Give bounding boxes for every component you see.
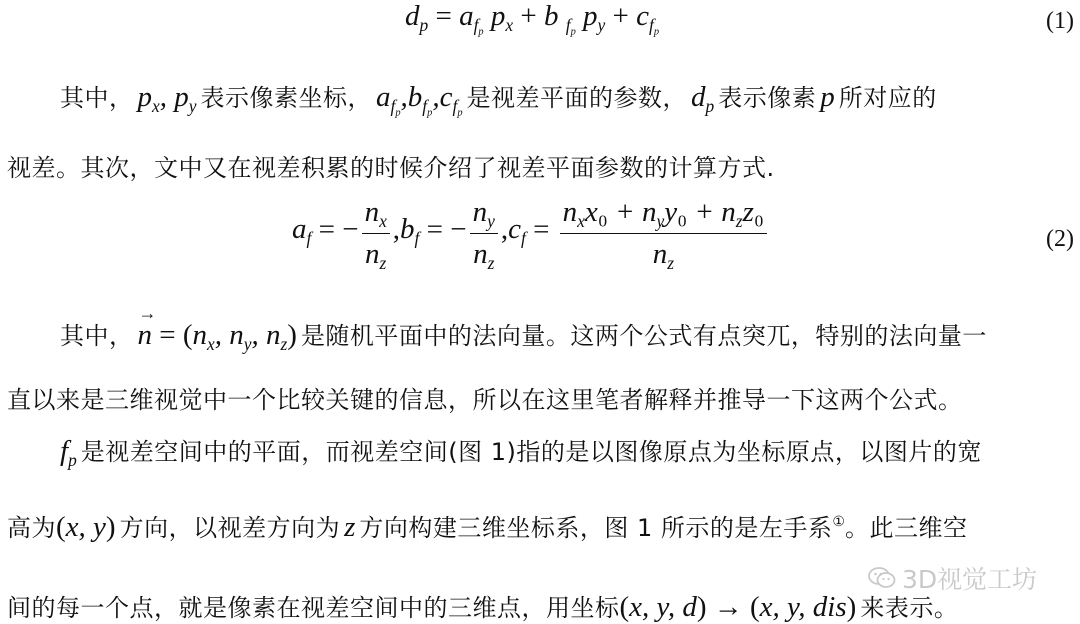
para3-line3-b: 来表示。 (860, 594, 959, 622)
equation-2: $a_f$ = − $\frac{n_x}{n_z}$ $,b_f$ = − $\frac{n_y}{n_z}$ $,c_f$ = $\frac{n_xx_0 + n_yy_0 + n_zz_0}{n_z}$ (292, 196, 770, 273)
para3-line2-a: 高为 (7, 514, 56, 542)
paragraph-2-line-2: 直以来是三维视觉中一个比较关键的信息，所以在这里笔者解释并推导一下这两个公式。 (7, 386, 963, 414)
para1-end: 所对应的 (838, 84, 937, 112)
watermark-text: 3D视觉工坊 (902, 565, 1038, 594)
para3-line2-c: 方向构建三维坐标系，图 1 所示的是左手系 (359, 514, 833, 542)
paragraph-1-line-1: 其中， $p_x$, $p_y$ 表示像素坐标， $a_{f_p},b_{f_p},c_{f_p}$ 是视差平面的参数， $d_p$ 表示像素 p 所对应的 (60, 81, 937, 119)
para3-line1-end: 是视差空间中的平面，而视差空间(图 1)指的是以图像原点为坐标原点，以图片的宽 (80, 438, 982, 466)
equation-1: $d_p = a_{f_p}$ $p_x + b$ $_{f_p}$ $p_y + c_{f_p}$ (405, 0, 660, 38)
para1-mid3: 表示像素 (718, 84, 817, 112)
watermark (868, 560, 1037, 596)
paragraph-3-line-2: 高为(x, y) 方向，以视差方向为 z 方向构建三维坐标系，图 1 所示的是左手系①。此三维空 (7, 511, 968, 543)
equation-2-number: (2) (1046, 226, 1074, 252)
para2-end: 是随机平面中的法向量。这两个公式有点突兀，特别的法向量一 (300, 322, 987, 350)
paragraph-3-line-3: 间的每一个点，就是像素在视差空间中的三维点，用坐标(x, y, d) → (x, y, dis) 来表示。 (7, 591, 959, 623)
footnote-marker[interactable]: ① (832, 515, 845, 530)
para1-mid1: 表示像素坐标， (200, 84, 372, 112)
para2-start: 其中， (60, 322, 134, 350)
para3-line2-b: 方向，以视差方向为 (119, 514, 341, 542)
paragraph-2-line-1: 其中， n → = ($n_x$, $n_y$, $n_z$) 是随机平面中的法向量。这两个公式有点突兀，特别的法向量一 (60, 303, 987, 355)
paragraph-3-line-1: $f_p$ 是视差空间中的平面，而视差空间(图 1)指的是以图像原点为坐标原点，以图片的宽 (60, 435, 982, 471)
equation-1-number: (1) (1046, 8, 1074, 34)
paragraph-1-line-2: 视差。其次，文中又在视差积累的时候介绍了视差平面参数的计算方式. (7, 154, 775, 182)
para1-start: 其中， (60, 84, 134, 112)
para3-line2-d: 。此三维空 (844, 514, 968, 542)
para3-line3-a: 间的每一个点，就是像素在视差空间中的三维点，用坐标 (7, 594, 620, 622)
wechat-icon (868, 567, 896, 589)
para1-mid2: 是视差平面的参数， (466, 84, 688, 112)
